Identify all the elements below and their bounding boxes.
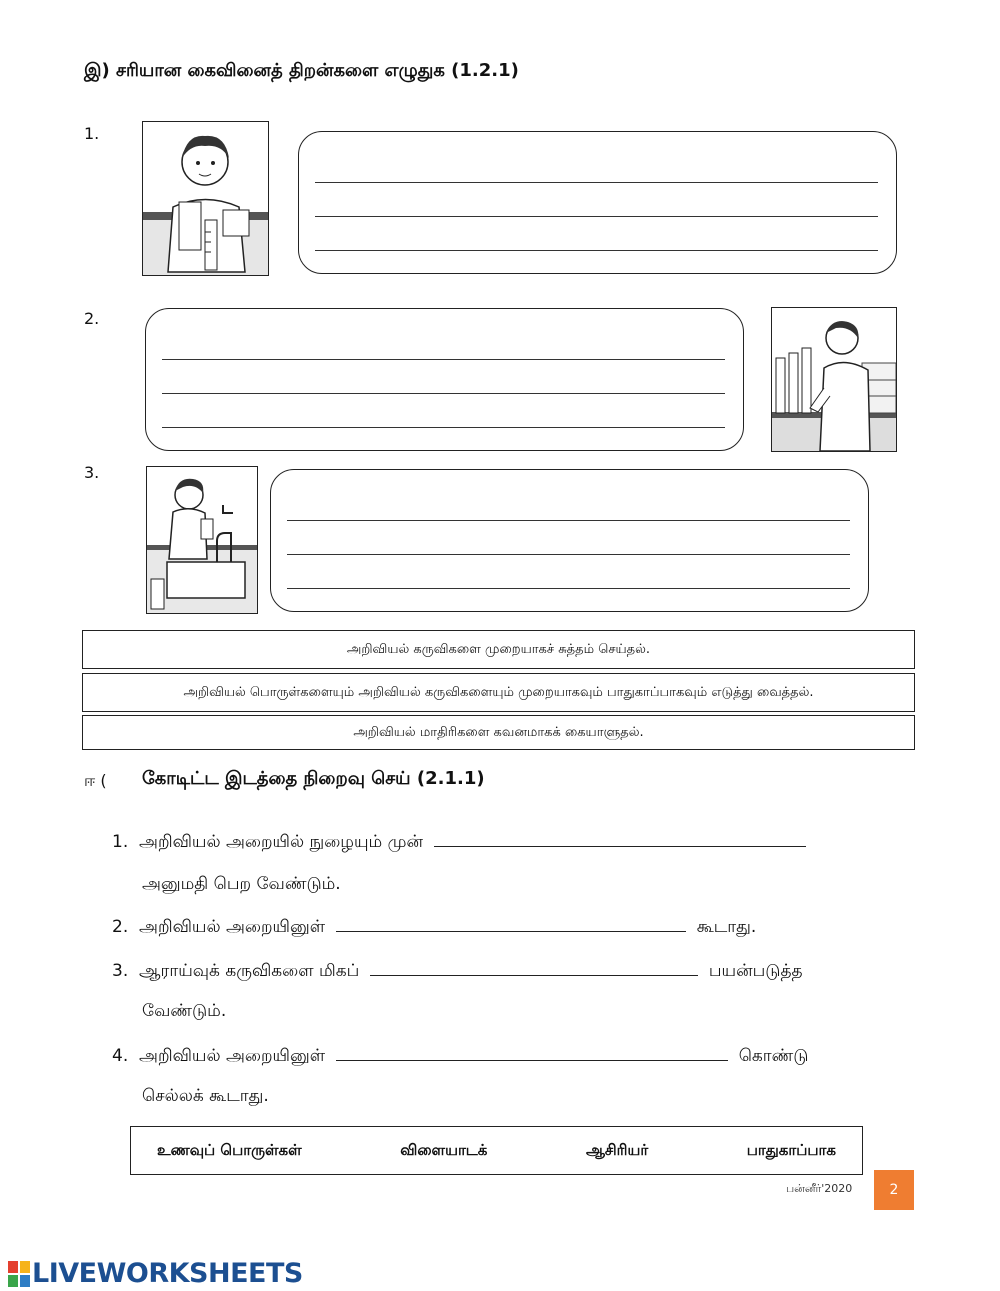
writing-line — [162, 359, 725, 360]
writing-line — [315, 250, 878, 251]
question-3-continuation: வேண்டும். — [142, 1001, 227, 1021]
question-text: அறிவியல் அறையினுள் — [139, 917, 326, 937]
picture-boy-storing — [771, 307, 897, 452]
question-number: 3. — [112, 961, 129, 981]
blank-field-1[interactable] — [434, 830, 806, 847]
word-bank-item[interactable]: உணவுப் பொருள்கள் — [157, 1140, 302, 1159]
writing-line — [162, 427, 725, 428]
question-number: 2. — [112, 917, 129, 937]
question-3 — [112, 959, 803, 983]
question-4 — [112, 1044, 808, 1068]
question-number: 4. — [112, 1046, 129, 1066]
question-number: 1. — [112, 832, 129, 852]
picture-boy-cleaning — [146, 466, 258, 614]
writing-line — [315, 182, 878, 183]
question-text: அறிவியல் அறையில் நுழையும் முன் — [139, 832, 423, 852]
item-number: 1. — [84, 124, 100, 143]
answer-box-3[interactable] — [270, 469, 869, 612]
logo-blocks-icon — [8, 1261, 30, 1287]
writing-line — [287, 588, 850, 589]
question-4-continuation: செல்லக் கூடாது. — [142, 1086, 269, 1106]
option-handle-specimens[interactable]: அறிவியல் மாதிரிகளை கவனமாகக் கையாளுதல். — [82, 715, 915, 750]
question-text: ஆராய்வுக் கருவிகளை மிகப் — [139, 961, 360, 981]
question-text-after: கொண்டு — [738, 1046, 809, 1066]
blank-field-3[interactable] — [370, 959, 698, 976]
liveworksheets-logo[interactable] — [8, 1258, 303, 1289]
blank-field-2[interactable] — [336, 915, 686, 932]
word-bank — [130, 1126, 863, 1175]
writing-line — [162, 393, 725, 394]
question-text-after: பயன்படுத்த — [708, 961, 803, 981]
item-number: 2. — [84, 309, 100, 328]
picture-boy-pouring — [142, 121, 269, 276]
question-2 — [112, 915, 756, 939]
question-1-continuation: அனுமதி பெற வேண்டும். — [142, 874, 341, 894]
word-bank-item[interactable]: விளையாடக் — [400, 1140, 488, 1159]
writing-line — [287, 520, 850, 521]
footer-author: பன்னீர்'2020 — [786, 1182, 853, 1195]
blank-field-4[interactable] — [336, 1044, 728, 1061]
answer-box-2[interactable] — [145, 308, 744, 451]
item-number: 3. — [84, 463, 100, 482]
writing-line — [287, 554, 850, 555]
option-store-apparatus[interactable]: அறிவியல் பொருள்களையும் அறிவியல் கருவிகளையும் முறையாகவும் பாதுகாப்பாகவும் எடுத்து வைத்தல். — [82, 673, 915, 712]
question-text: அறிவியல் அறையினுள் — [139, 1046, 326, 1066]
word-bank-item[interactable]: பாதுகாப்பாக — [746, 1140, 836, 1159]
word-bank-item[interactable]: ஆசிரியர் — [585, 1140, 649, 1159]
logo-text: LIVEWORKSHEETS — [32, 1258, 303, 1289]
section1-heading: இ) சரியான கைவினைத் திறன்களை எழுதுக (1.2.1) — [84, 60, 519, 81]
writing-line — [315, 216, 878, 217]
question-1 — [112, 830, 806, 854]
answer-box-1[interactable] — [298, 131, 897, 274]
page-number: 2 — [874, 1170, 914, 1210]
question-text-after: கூடாது. — [696, 917, 757, 937]
section2-heading: கோடிட்ட இடத்தை நிறைவு செய் (2.1.1) — [142, 768, 485, 789]
section2-marker: ஈ ( — [84, 771, 107, 790]
option-clean-apparatus[interactable]: அறிவியல் கருவிகளை முறையாகச் சுத்தம் செய்தல். — [82, 630, 915, 669]
